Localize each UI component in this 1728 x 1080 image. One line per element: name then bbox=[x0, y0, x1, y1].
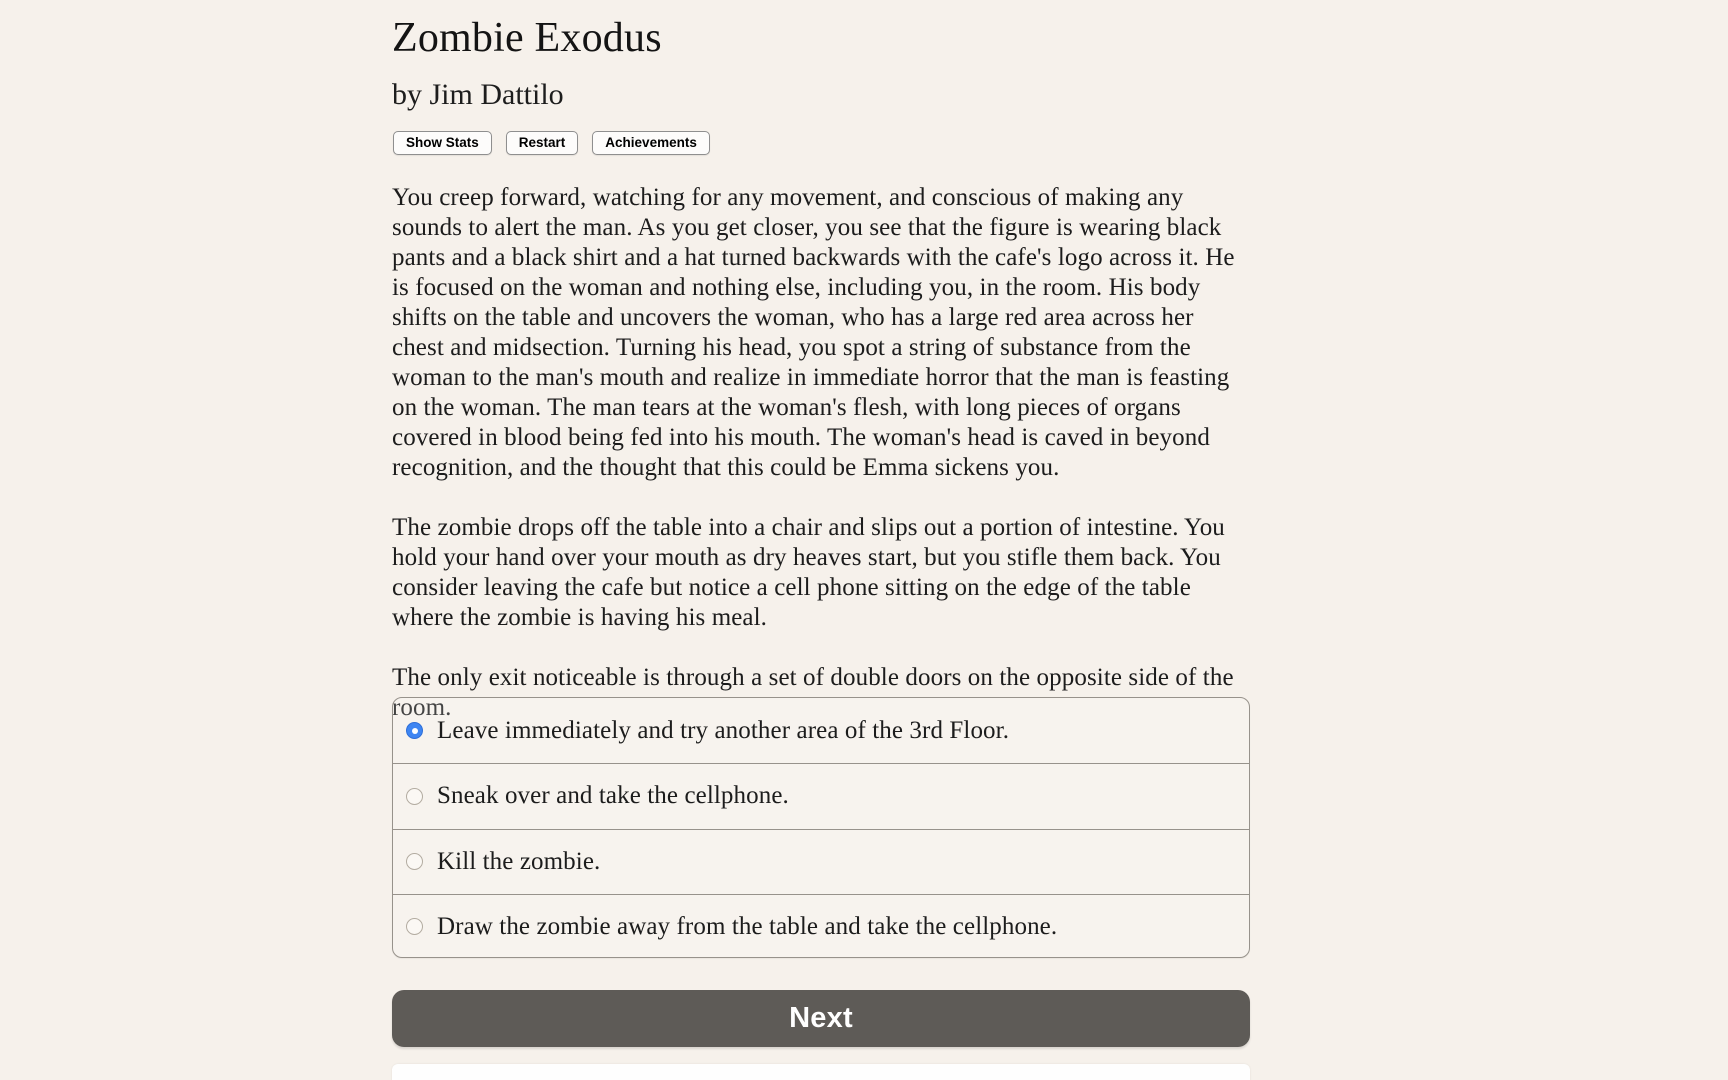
choice-label: Kill the zombie. bbox=[437, 847, 601, 875]
game-title: Zombie Exodus bbox=[392, 15, 662, 61]
story bbox=[392, 183, 1250, 753]
story-paragraph: You creep forward, watching for any movement, and conscious of making any sounds to alert the man. As you get closer, you see that the figure is wearing black pants and a black shirt and a hat turned backwards with the cafe's logo across it. He is focused on the woman and nothing else, including you, in the room. His body shifts on the table and uncovers the woman, who has a large red area across her chest and midsection. Turning his head, you spot a string of substance from the woman to the man's mouth and realize in immediate horror that the man is feasting on the woman. The man tears at the woman's flesh, with long pieces of organs covered in blood being fed into his mouth. The woman's head is caved in beyond recognition, and the thought that this could be Emma sickens you. bbox=[392, 184, 1235, 481]
choice-option[interactable] bbox=[393, 894, 1249, 958]
bottom-card bbox=[392, 1064, 1250, 1080]
restart-button[interactable]: Restart bbox=[506, 131, 579, 155]
radio-icon[interactable] bbox=[406, 918, 423, 935]
story-paragraph: The only exit noticeable is through a set of double doors on the opposite side of the room. bbox=[392, 664, 1234, 721]
radio-icon[interactable] bbox=[406, 788, 423, 805]
content-column bbox=[392, 0, 1250, 1080]
game-author: by Jim Dattilo bbox=[392, 78, 564, 111]
choice-label: Leave immediately and try another area of the 3rd Floor. bbox=[437, 716, 1010, 744]
choice-option[interactable] bbox=[393, 829, 1249, 894]
story-paragraph: The zombie drops off the table into a chair and slips out a portion of intestine. You hold your hand over your mouth as dry heaves start, but you stifle them back. You consider leaving the cafe but notice a cell phone sitting on the edge of the table where the zombie is having his meal. bbox=[392, 514, 1225, 631]
radio-icon[interactable] bbox=[406, 722, 423, 739]
choice-label: Draw the zombie away from the table and take the cellphone. bbox=[437, 912, 1058, 940]
toolbar bbox=[393, 131, 710, 155]
achievements-button[interactable]: Achievements bbox=[592, 131, 710, 155]
next-button[interactable]: Next bbox=[392, 990, 1250, 1047]
choice-label: Sneak over and take the cellphone. bbox=[437, 782, 789, 810]
choice-option[interactable] bbox=[393, 698, 1249, 763]
radio-icon[interactable] bbox=[406, 853, 423, 870]
choices-group bbox=[392, 697, 1250, 958]
show-stats-button[interactable]: Show Stats bbox=[393, 131, 492, 155]
choice-option[interactable] bbox=[393, 763, 1249, 828]
